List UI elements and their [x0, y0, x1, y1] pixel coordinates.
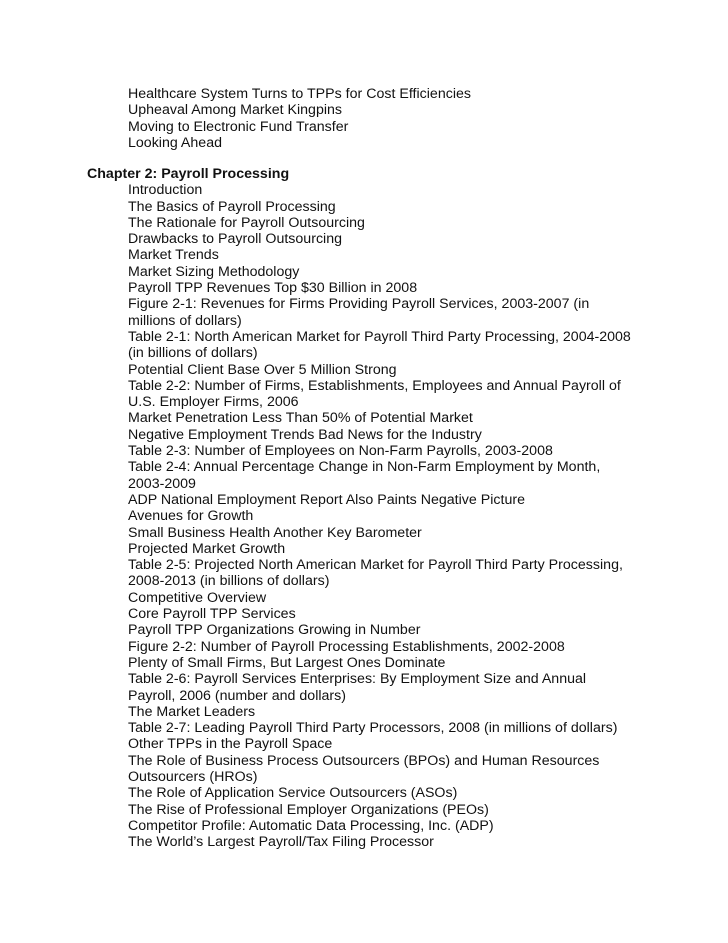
toc-line: Outsourcers (HROs) — [128, 768, 258, 785]
toc-line: Table 2-5: Projected North American Market for Payroll Third Party Processing, — [128, 557, 623, 574]
toc-line: 2003-2009 — [128, 475, 196, 492]
chapter-heading: Chapter 2: Payroll Processing — [87, 166, 290, 182]
preceding-toc-lines — [0, 86, 728, 151]
toc-line: Small Business Health Another Key Barometer — [128, 524, 422, 541]
toc-line: The World’s Largest Payroll/Tax Filing Processor — [128, 834, 434, 851]
toc-line: Healthcare System Turns to TPPs for Cost Efficiencies — [128, 86, 472, 102]
toc-line: Competitor Profile: Automatic Data Processing, Inc. (ADP) — [128, 817, 494, 834]
toc-line: Projected Market Growth — [128, 540, 286, 557]
toc-line: Market Trends — [128, 247, 219, 264]
toc-line: 2008-2013 (in billions of dollars) — [128, 573, 330, 590]
toc-line: Figure 2-1: Revenues for Firms Providing Payroll Services, 2003-2007 (in — [128, 296, 590, 313]
toc-line: Potential Client Base Over 5 Million Strong — [128, 361, 397, 378]
toc-line: The Rise of Professional Employer Organizations (PEOs) — [128, 801, 489, 818]
toc-line: Market Sizing Methodology — [128, 263, 300, 280]
toc-line: Figure 2-2: Number of Payroll Processing Establishments, 2002-2008 — [128, 638, 565, 655]
toc-line: Table 2-6: Payroll Services Enterprises: By Employment Size and Annual — [128, 671, 587, 688]
toc-line: Payroll, 2006 (number and dollars) — [128, 687, 346, 704]
chapter-2-section — [0, 166, 728, 850]
toc-line: Competitive Overview — [128, 589, 267, 606]
toc-line: Avenues for Growth — [128, 508, 254, 525]
toc-line: Payroll TPP Revenues Top $30 Billion in 2008 — [128, 280, 418, 297]
toc-line: The Role of Application Service Outsourcers (ASOs) — [128, 785, 458, 802]
toc-line: Negative Employment Trends Bad News for the Industry — [128, 426, 482, 443]
toc-line: Plenty of Small Firms, But Largest Ones Dominate — [128, 654, 446, 671]
toc-line: Table 2-1: North American Market for Payroll Third Party Processing, 2004-2008 — [128, 328, 631, 345]
toc-line: Table 2-4: Annual Percentage Change in Non-Farm Employment by Month, — [128, 459, 601, 476]
toc-line: Core Payroll TPP Services — [128, 606, 296, 623]
toc-line: U.S. Employer Firms, 2006 — [128, 394, 299, 411]
toc-line: Looking Ahead — [128, 134, 223, 151]
toc-line: Introduction — [128, 182, 203, 199]
toc-line: (in billions of dollars) — [128, 345, 258, 362]
toc-line: Table 2-2: Number of Firms, Establishments, Employees and Annual Payroll of — [128, 377, 621, 394]
toc-line: Upheaval Among Market Kingpins — [128, 102, 343, 119]
toc-line: The Basics of Payroll Processing — [128, 198, 336, 215]
toc-line: Market Penetration Less Than 50% of Potential Market — [128, 410, 473, 427]
toc-line: Other TPPs in the Payroll Space — [128, 736, 333, 753]
toc-line: Moving to Electronic Fund Transfer — [128, 118, 349, 135]
toc-line: Drawbacks to Payroll Outsourcing — [128, 231, 343, 248]
toc-line: The Rationale for Payroll Outsourcing — [128, 214, 365, 231]
toc-line: millions of dollars) — [128, 312, 242, 329]
toc-line: Payroll TPP Organizations Growing in Number — [128, 622, 421, 639]
toc-line: Table 2-3: Number of Employees on Non-Farm Payrolls, 2003-2008 — [128, 443, 553, 460]
toc-line: The Role of Business Process Outsourcers (BPOs) and Human Resources — [128, 752, 600, 769]
toc-line: The Market Leaders — [128, 703, 256, 720]
toc-line: Table 2-7: Leading Payroll Third Party Processors, 2008 (in millions of dollars) — [128, 720, 618, 737]
toc-line: ADP National Employment Report Also Paints Negative Picture — [128, 491, 525, 508]
